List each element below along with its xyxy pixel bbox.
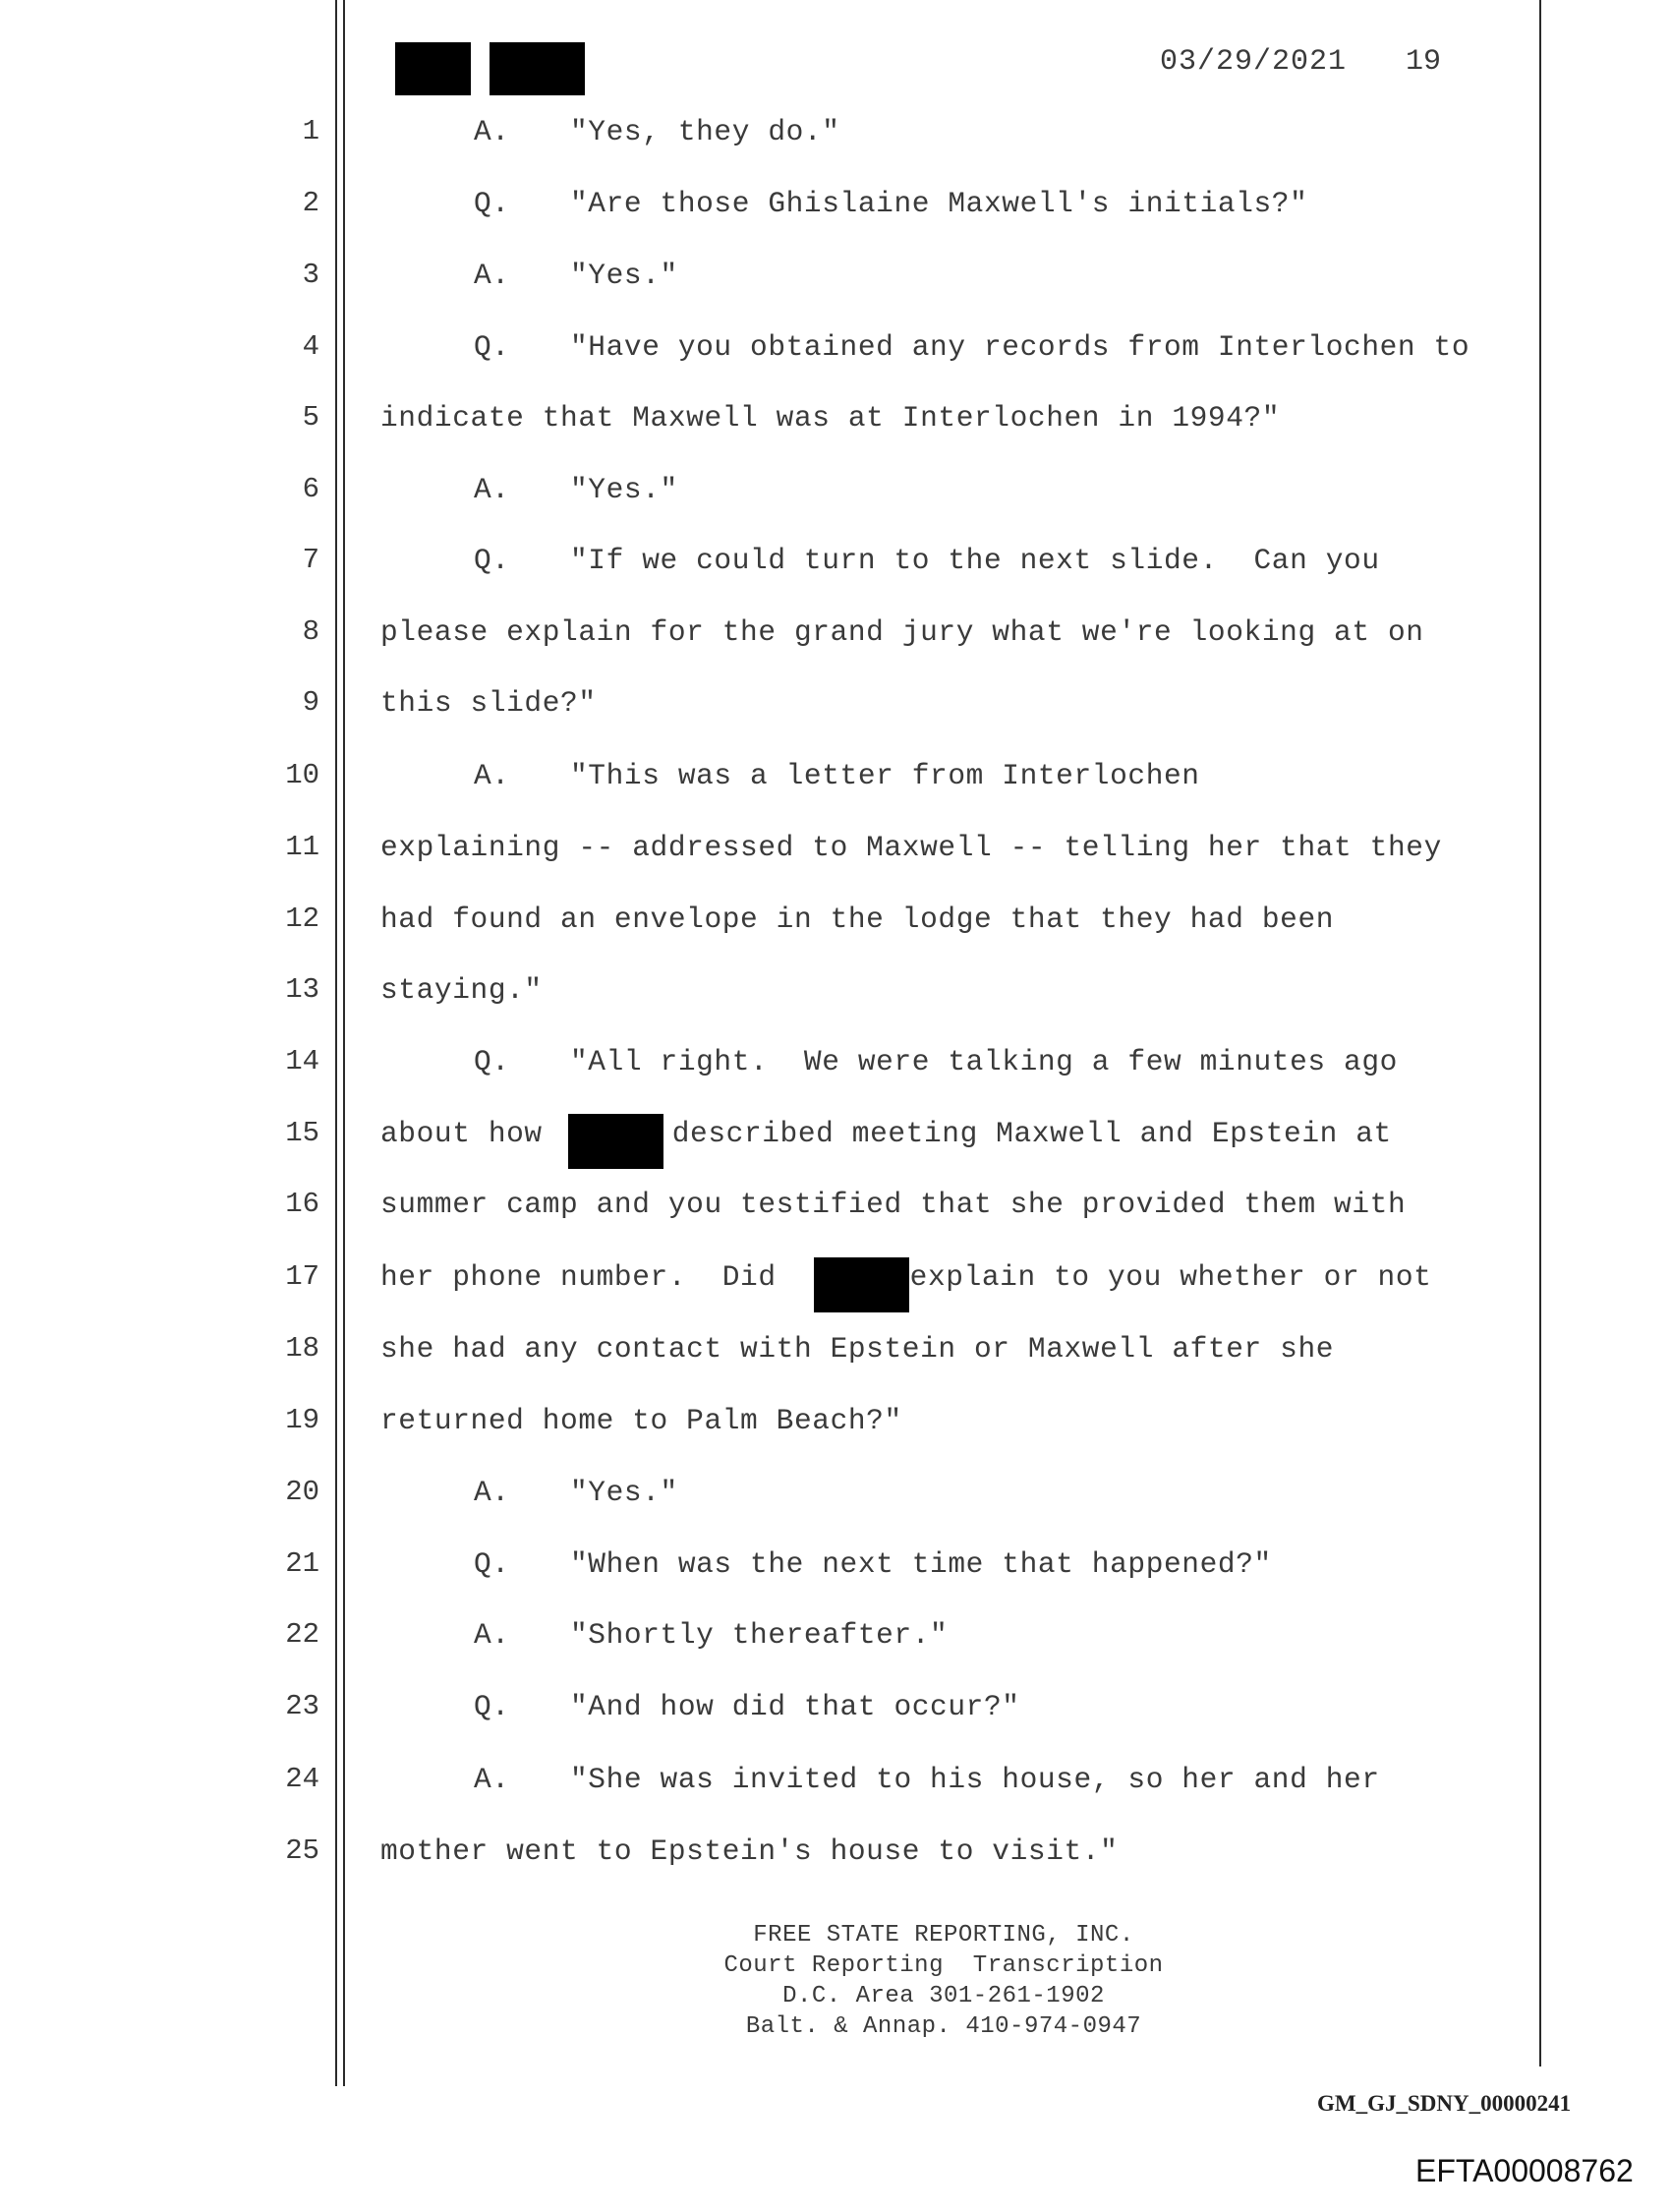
line-number: 5 <box>302 401 319 434</box>
speaker-label: A. <box>474 115 510 148</box>
line-number: 12 <box>285 902 319 935</box>
line-number: 2 <box>302 187 319 219</box>
transcript-line <box>474 1762 1380 1797</box>
line-content-after-redaction: described meeting Maxwell and Epstein at <box>671 1117 1392 1150</box>
footer-balt-phone: Balt. & Annap. 410-974-0947 <box>745 2013 1142 2040</box>
transcript-line <box>474 258 678 293</box>
speaker-label: Q. <box>474 544 510 577</box>
transcript-line <box>380 1116 1392 1151</box>
transcript-line: had found an envelope in the lodge that they had been <box>380 902 1335 936</box>
line-number: 18 <box>285 1332 319 1365</box>
footer-services: Court Reporting Transcription <box>723 1952 1164 1979</box>
transcript-line: staying." <box>380 973 543 1007</box>
transcript-line <box>474 543 1380 578</box>
line-content-after-redaction: explain to you whether or not <box>909 1260 1432 1294</box>
right-margin-rule <box>1539 0 1541 2066</box>
header-redaction-1 <box>395 42 471 95</box>
line-number: 16 <box>285 1188 319 1220</box>
line-content: "And how did that occur?" <box>570 1690 1020 1723</box>
line-number: 7 <box>302 544 319 576</box>
line-content: "If we could turn to the next slide. Can you <box>570 544 1380 577</box>
line-content: "Shortly thereafter." <box>570 1618 949 1652</box>
line-number: 25 <box>285 1834 319 1867</box>
footer-dc-phone: D.C. Area 301-261-1902 <box>782 1983 1105 2009</box>
line-number: 22 <box>285 1618 319 1651</box>
transcript-line <box>474 1546 1272 1582</box>
line-number: 14 <box>285 1045 319 1077</box>
speaker-label: A. <box>474 1476 510 1509</box>
left-margin-rule <box>335 0 337 2086</box>
line-content: "When was the next time that happened?" <box>570 1547 1272 1581</box>
transcript-line <box>474 1475 678 1510</box>
footer-company: FREE STATE REPORTING, INC. <box>753 1922 1134 1949</box>
line-number: 23 <box>285 1690 319 1722</box>
line-number: 8 <box>302 615 319 648</box>
line-number: 21 <box>285 1547 319 1580</box>
bates-number: GM_GJ_SDNY_00000241 <box>1317 2091 1572 2116</box>
line-number: 13 <box>285 973 319 1006</box>
speaker-label: A. <box>474 759 510 792</box>
line-content-before-redaction: her phone number. Did <box>380 1260 777 1294</box>
line-content: "She was invited to his house, so her and her <box>570 1763 1380 1796</box>
line-number: 19 <box>285 1404 319 1436</box>
line-number: 1 <box>302 115 319 147</box>
transcript-line: indicate that Maxwell was at Interlochen in 1994?" <box>380 401 1281 435</box>
line-number: 20 <box>285 1476 319 1508</box>
speaker-label: Q. <box>474 1690 510 1723</box>
line-content: "Are those Ghislaine Maxwell's initials?" <box>570 187 1308 220</box>
line-content: "All right. We were talking a few minutes ago <box>570 1045 1398 1078</box>
speaker-label: Q. <box>474 187 510 220</box>
line-content: "Yes, they do." <box>570 115 840 148</box>
transcript-line: mother went to Epstein's house to visit." <box>380 1834 1119 1868</box>
transcript-line: summer camp and you testified that she provided them with <box>380 1188 1407 1221</box>
line-content: "Yes." <box>570 259 678 292</box>
line-number: 3 <box>302 259 319 291</box>
line-number: 24 <box>285 1763 319 1795</box>
transcript-line <box>474 758 1200 793</box>
line-content: "Yes." <box>570 473 678 506</box>
transcript-line <box>474 1617 948 1653</box>
line-content: "Yes." <box>570 1476 678 1509</box>
page-number: 19 <box>1406 45 1442 79</box>
speaker-label: A. <box>474 1618 510 1652</box>
line-content-before-redaction: about how <box>380 1117 543 1150</box>
line-content: "This was a letter from Interlochen <box>570 759 1200 792</box>
transcript-line <box>474 1044 1398 1079</box>
efta-number: EFTA00008762 <box>1415 2153 1634 2188</box>
name-redaction <box>814 1257 909 1312</box>
speaker-label: Q. <box>474 330 510 364</box>
speaker-label: A. <box>474 1763 510 1796</box>
transcript-line: she had any contact with Epstein or Maxwell after she <box>380 1332 1335 1366</box>
transcript-line: returned home to Palm Beach?" <box>380 1404 902 1437</box>
reporter-footer <box>590 1920 1297 2042</box>
line-content: "Have you obtained any records from Interlochen to <box>570 330 1470 364</box>
line-number: 17 <box>285 1260 319 1293</box>
transcript-line: this slide?" <box>380 686 597 720</box>
transcript-date: 03/29/2021 <box>1160 45 1348 79</box>
line-number: 10 <box>285 759 319 791</box>
header-redaction-2 <box>490 42 585 95</box>
line-number: 6 <box>302 473 319 505</box>
transcript-line <box>474 186 1307 221</box>
transcript-line: explaining -- addressed to Maxwell -- telling her that they <box>380 831 1442 864</box>
speaker-label: Q. <box>474 1045 510 1078</box>
transcript-line <box>474 472 678 507</box>
line-number: 9 <box>302 686 319 719</box>
transcript-line <box>474 114 840 149</box>
transcript-line: please explain for the grand jury what we're looking at on <box>380 615 1424 649</box>
left-margin-rule-inner <box>343 0 345 2086</box>
speaker-label: A. <box>474 473 510 506</box>
speaker-label: Q. <box>474 1547 510 1581</box>
name-redaction <box>568 1114 663 1169</box>
speaker-label: A. <box>474 259 510 292</box>
transcript-line <box>474 329 1469 365</box>
transcript-line <box>474 1689 1020 1724</box>
line-number: 11 <box>285 831 319 863</box>
line-number: 4 <box>302 330 319 363</box>
line-number: 15 <box>285 1117 319 1149</box>
